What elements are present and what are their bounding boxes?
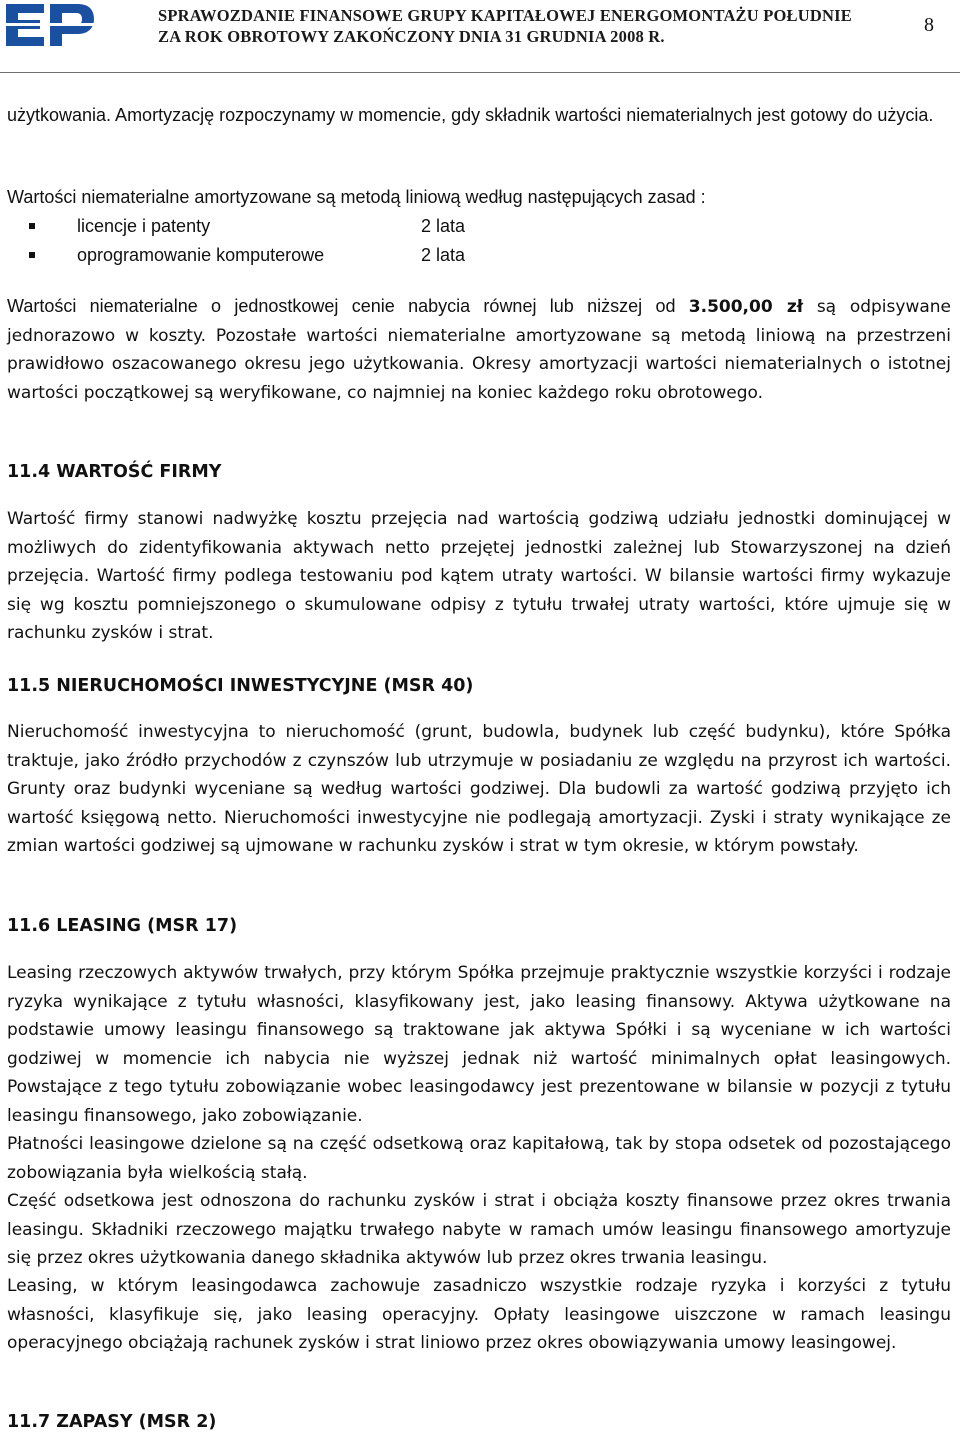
paragraph-lease-interest: Część odsetkowa jest odnoszona do rachunku zysków i strat i obciąża koszty finansowe przez okres trwania leasingu. Składniki rzeczowego majątku trwałego nabyte w ramach umów leasingu finansowego amortyzuje się przez okres użytkowania danego składnika aktywów lub przez okres trwania leasingu. bbox=[7, 1191, 951, 1269]
threshold-amount: 3.500,00 zł bbox=[688, 297, 804, 317]
list-item bbox=[7, 241, 951, 270]
paragraph-lease-payments: Płatności leasingowe dzielone są na część odsetkową oraz kapitałową, tak by stopa odsetek od pozostającego zobowiązania była wielkością stałą. bbox=[7, 1134, 951, 1183]
report-title-line-1: SPRAWOZDANIE FINANSOWE GRUPY KAPITAŁOWEJ ENERGOMONTAŻU POŁUDNIE bbox=[158, 6, 852, 25]
paragraph-text-end: są odpisywane jednorazowo w koszty. Pozostałe wartości niematerialne amortyzowane są metodą liniową na przestrzeni prawidłowo oszacowanego okresu jego użytkowania. Okresy amortyzacji wartości niematerialnych o istotnej wartości początkowej są weryfikowane, co najmniej na koniec każdego roku obrotowego. bbox=[7, 297, 951, 403]
section-heading-11-7: 11.7 ZAPASY (MSR 2) bbox=[7, 1412, 217, 1432]
section-heading-11-5: 11.5 NIERUCHOMOŚCI INWESTYCYJNE (MSR 40) bbox=[7, 676, 474, 696]
header-divider bbox=[0, 72, 960, 73]
amortization-rules-list bbox=[7, 212, 951, 269]
section-heading-11-6: 11.6 LEASING (MSR 17) bbox=[7, 916, 238, 936]
page-header bbox=[0, 0, 960, 76]
list-item bbox=[7, 212, 951, 241]
square-bullet-icon bbox=[29, 252, 35, 258]
list-item-label: licencje i patenty bbox=[77, 216, 211, 236]
page-number: 8 bbox=[924, 14, 934, 36]
list-item-value: 2 lata bbox=[421, 244, 466, 265]
paragraph-amortization-rules: Wartości niematerialne amortyzowane są metodą liniową według następujących zasad : bbox=[7, 187, 706, 207]
company-logo bbox=[4, 2, 96, 52]
report-title-line-2: ZA ROK OBROTOWY ZAKOŃCZONY DNIA 31 GRUDNIA 2008 R. bbox=[158, 27, 665, 46]
paragraph-low-value-intangibles bbox=[7, 292, 951, 407]
paragraph-finance-lease: Leasing rzeczowych aktywów trwałych, przy którym Spółka przejmuje praktycznie wszystkie korzyści i rodzaje ryzyka wynikające z tytułu własności, klasyfikowany jest, jako leasing finansowy. Aktywa użytkowane na podstawie umowy leasingu finansowego są traktowane jak aktywa Spółki i są wyceniane w ich wartości godziwej w momencie ich nabycia nie wyższej jednak niż wartość minimalnych opłat leasingowych. Powstające z tego tytułu zobowiązanie wobec leasingodawcy jest prezentowane w bilansie w pozycji z tytułu leasingu finansowego, jako zobowiązanie. bbox=[7, 963, 951, 1126]
paragraph-amortization-start: użytkowania. Amortyzację rozpoczynamy w momencie, gdy składnik wartości niematerialnych jest gotowy do użycia. bbox=[7, 105, 934, 125]
paragraph-text-start: Wartości niematerialne o jednostkowej cenie nabycia równej lub niższej od bbox=[7, 296, 689, 316]
list-item-label: oprogramowanie komputerowe bbox=[77, 244, 325, 265]
report-title bbox=[158, 5, 858, 47]
paragraph-operating-lease: Leasing, w którym leasingodawca zachowuje zasadniczo wszystkie rodzaje ryzyka i korzyści z tytułu własności, klasyfikuje się, jako leasing operacyjny. Opłaty leasingowe uiszczone w ramach leasingu operacyjnego obciążają rachunek zysków i strat liniowo przez okres obowiązywania umowy leasingowej. bbox=[7, 1276, 951, 1354]
paragraph-goodwill: Wartość firmy stanowi nadwyżkę kosztu przejęcia nad wartością godziwą udziału jednostki dominującej w możliwych do zidentyfikowania aktywach netto przejętej jednostki zależnej lub Stowarzyszonej na dzień przejęcia. Wartość firmy podlega testowaniu pod kątem utraty wartości. W bilansie wartości firmy wykazuje się wg kosztu pomniejszonego o skumulowane odpisy z tytułu trwałej utraty wartości, które ujmuje się w rachunku zysków i strat. bbox=[7, 509, 951, 644]
section-heading-11-4: 11.4 WARTOŚĆ FIRMY bbox=[7, 462, 222, 482]
paragraph-investment-property: Nieruchomość inwestycyjna to nieruchomość (grunt, budowla, budynek lub część budynku), które Spółka traktuje, jako źródło przychodów z czynszów lub utrzymuje w posiadaniu ze względu na przyrost ich wartości. Grunty oraz budynki wyceniane są według wartości godziwej. Dla budowli za wartość godziwą przyjęto ich wartość księgową netto. Nieruchomości inwestycyjne nie podlegają amortyzacji. Zyski i straty wynikające ze zmian wartości godziwej są ujmowane w rachunku zysków i strat w tym okresie, w którym powstały. bbox=[7, 722, 951, 857]
square-bullet-icon bbox=[29, 223, 35, 229]
list-item-value: 2 lata bbox=[421, 216, 466, 236]
